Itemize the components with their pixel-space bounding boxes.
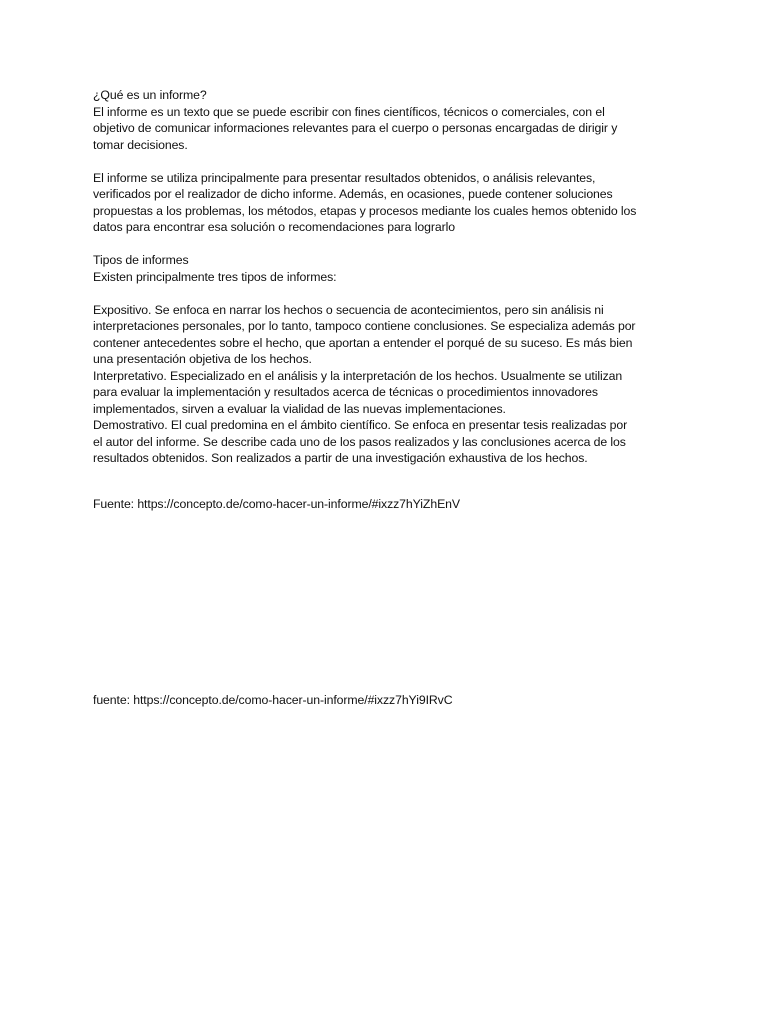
types-heading: Tipos de informes <box>93 253 189 267</box>
paragraph2-line: datos para encontrar esa solución o recomendaciones para lograrlo <box>93 220 455 234</box>
paragraph2-line: propuestas a los problemas, los métodos, etapas y procesos mediante los cuales hemos obtenido los <box>93 203 637 218</box>
source-citation-1 <box>93 496 683 513</box>
paragraph-gap <box>93 153 683 170</box>
types-line: Expositivo. Se enfoca en narrar los hechos o secuencia de acontecimientos, pero sin análisis ni <box>93 302 604 317</box>
paragraph2-line: verificados por el realizador de dicho informe. Además, en ocasiones, puede contener soluciones <box>93 187 613 201</box>
paragraph-gap <box>93 236 683 253</box>
paragraph2-line: El informe se utiliza principalmente para presentar resultados obtenidos, o análisis relevantes, <box>93 170 596 185</box>
types-line: implementados, sirven a evaluar la vialidad de las nuevas implementaciones. <box>93 401 506 416</box>
types-line: Demostrativo. El cual predomina en el ámbito científico. Se enfoca en presentar tesis realizadas por <box>93 418 628 432</box>
types-line: una presentación objetiva de los hechos. <box>93 352 312 366</box>
intro-line: tomar decisiones. <box>93 137 188 152</box>
document-title: ¿Qué es un informe? <box>93 88 207 102</box>
types-line: resultados obtenidos. Son realizados a partir de una investigación exhaustiva de los hechos. <box>93 451 588 465</box>
types-line: interpretaciones personales, por lo tanto, tampoco contiene conclusiones. Se especializa además por <box>93 319 636 333</box>
paragraph-gap <box>93 285 683 302</box>
source-citation-2 <box>93 692 683 709</box>
source-text: Fuente: https://concepto.de/como-hacer-un-informe/#ixzz7hYiZhEnV <box>93 497 461 511</box>
types-intro: Existen principalmente tres tipos de informes: <box>93 269 337 284</box>
document-body <box>93 87 683 467</box>
types-line: el autor del informe. Se describe cada uno de los pasos realizados y las conclusiones acerca de los <box>93 434 626 449</box>
types-line: contener antecedentes sobre el hecho, que aportan a entender el porqué de su suceso. Es más bien <box>93 335 633 350</box>
types-line: Interpretativo. Especializado en el análisis y la interpretación de los hechos. Usualmente se utilizan <box>93 368 623 383</box>
intro-line: El informe es un texto que se puede escribir con fines científicos, técnicos o comerciales, con el <box>93 104 605 119</box>
intro-line: objetivo de comunicar informaciones relevantes para el cuerpo o personas encargadas de dirigir y <box>93 121 618 135</box>
source-text: fuente: https://concepto.de/como-hacer-un-informe/#ixzz7hYi9IRvC <box>93 693 453 707</box>
types-line: para evaluar la implementación y resultados acerca de técnicas o procedimientos innovadores <box>93 385 598 399</box>
